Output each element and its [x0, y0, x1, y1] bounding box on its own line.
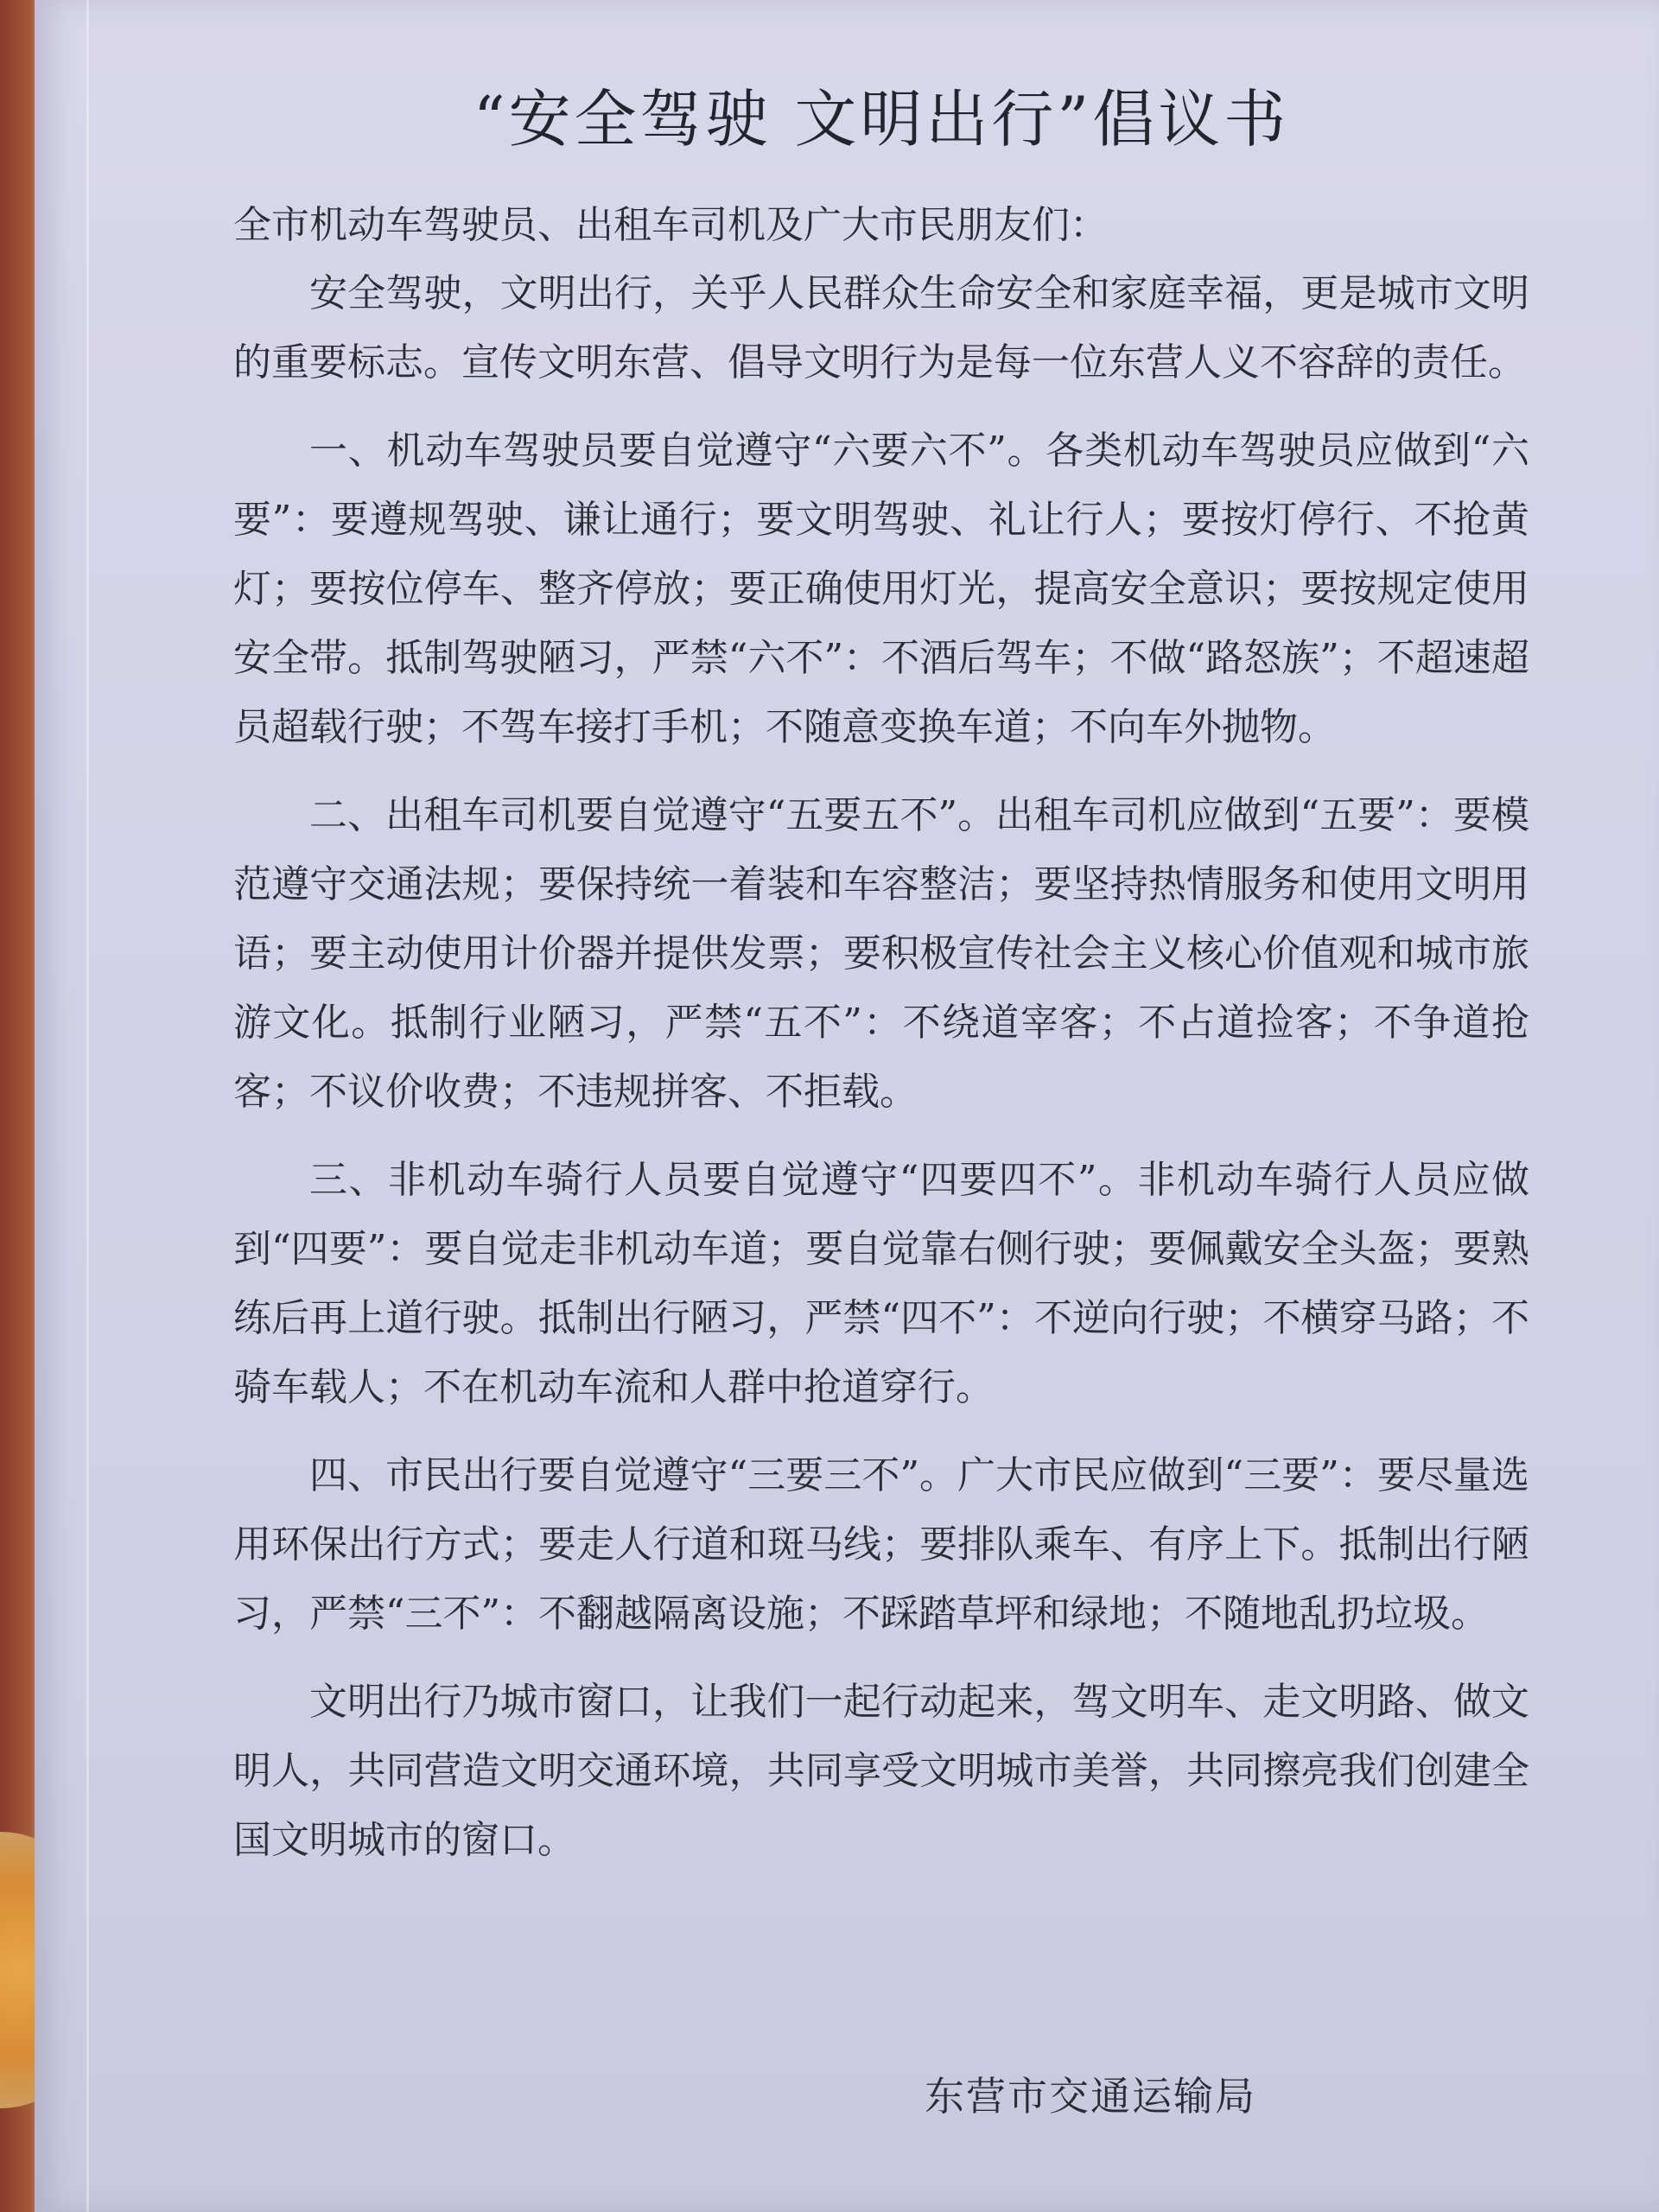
paragraph-intro: 安全驾驶，文明出行，关乎人民群众生命安全和家庭幸福，更是城市文明的重要标志。宣传文明东营、倡导文明行为是每一位东营人义不容辞的责任。 [233, 271, 1529, 385]
salutation: 全市机动车驾驶员、出租车司机及广大市民朋友们： [233, 203, 1108, 247]
paragraph-citizens: 四、市民出行要自觉遵守“三要三不”。广大市民应做到“三要”：要尽量选用环保出行方式；要走人行道和斑马线；要排队乘车、有序上下。抵制出行陋习，严禁“三不”：不翻越隔离设施；不踩踏草坪和绿地；不随地乱扔垃圾。 [233, 1453, 1529, 1636]
paragraph-closing: 文明出行乃城市窗口，让我们一起行动起来，驾文明车、走文明路、做文明人，共同营造文明交通环境，共同享受文明城市美誉，共同擦亮我们创建全国文明城市的窗口。 [233, 1680, 1529, 1862]
paragraph-taxi-drivers: 二、出租车司机要自觉遵守“五要五不”。出租车司机应做到“五要”：要模范遵守交通法规；要保持统一着装和车容整洁；要坚持热情服务和使用文明用语；要主动使用计价器并提供发票；要积极宣传社会主义核心价值观和城市旅游文化。抵制行业陋习，严禁“五不”：不绕道宰客；不占道捡客；不争道抢客；不议价收费；不违规拼客、不拒载。 [233, 793, 1529, 1114]
paragraph-motor-vehicle-drivers: 一、机动车驾驶员要自觉遵守“六要六不”。各类机动车驾驶员应做到“六要”：要遵规驾驶、谦让通行；要文明驾驶、礼让行人；要按灯停行、不抢黄灯；要按位停车、整齐停放；要正确使用灯光，提高安全意识；要按规定使用安全带。抵制驾驶陋习，严禁“六不”：不酒后驾车；不做“路怒族”；不超速超员超载行驶；不驾车接打手机；不随意变换车道；不向车外抛物。 [233, 429, 1529, 749]
paragraph-non-motor-riders: 三、非机动车骑行人员要自觉遵守“四要四不”。非机动车骑行人员应做到“四要”：要自觉走非机动车道；要自觉靠右侧行驶；要佩戴安全头盔；要熟练后再上道行驶。抵制出行陋习，严禁“四不”：不逆向行驶；不横穿马路；不骑车载人；不在机动车流和人群中抢道穿行。 [233, 1158, 1529, 1409]
document-title: “安全驾驶 文明出行”倡议书 [473, 83, 1290, 156]
paper-edge-highlight [86, 0, 89, 2212]
document-signature: 东营市交通运输局 [925, 2073, 1256, 2120]
document-body [233, 69, 1529, 1894]
